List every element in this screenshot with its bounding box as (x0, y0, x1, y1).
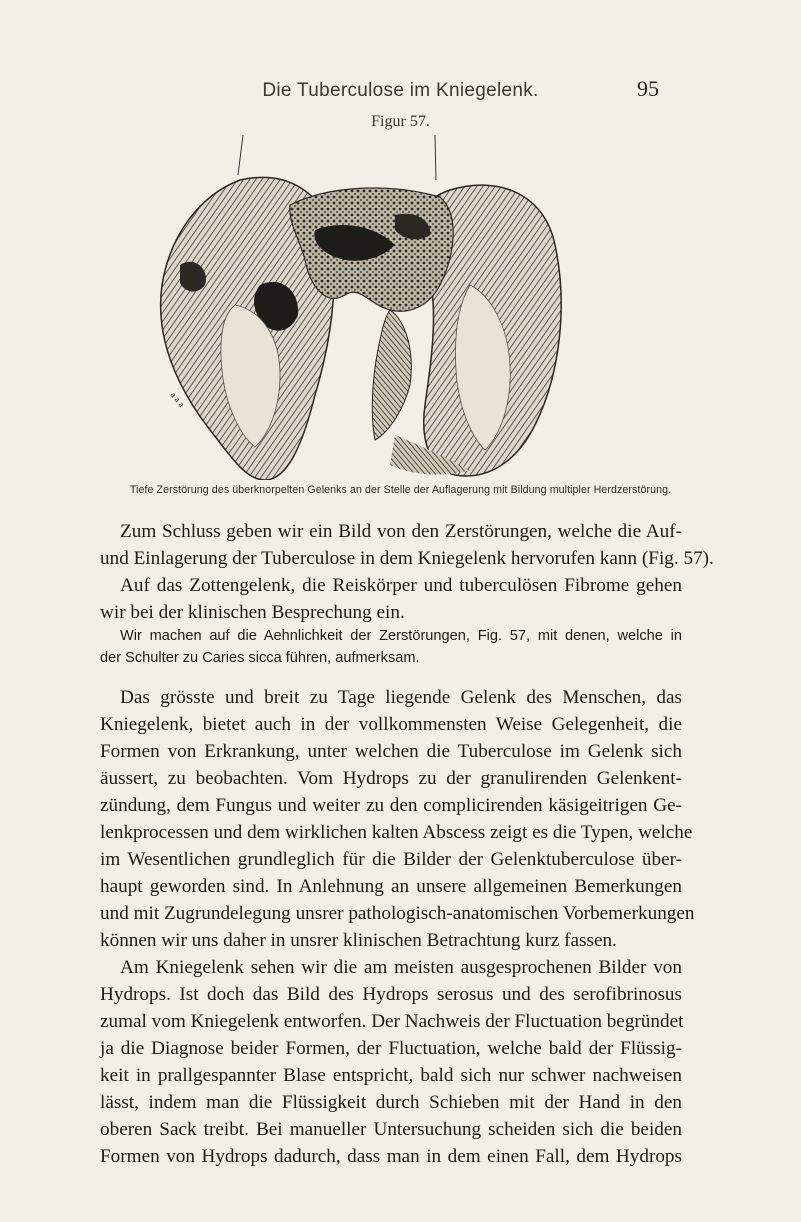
text-line: Hydrops. Ist doch das Bild des Hydrops serosus und des serofibrinosus (100, 984, 682, 1005)
text-line: wir bei der klinischen Besprechung ein. (100, 602, 405, 623)
text-line: Das grösste und breit zu Tage liegende Gelenk des Menschen, das (120, 687, 682, 708)
figure-caption: Tiefe Zerstörung des überknorpelten Gelenks an der Stelle der Auflagerung mit Bildung multipler Herdzerstörung. (129, 484, 672, 496)
text-line: keit in prallgespannter Blase entspricht, bald sich nur schwer nachweisen (100, 1065, 682, 1086)
page-number: 95 (637, 76, 659, 101)
text-line: äussert, zu beobachten. Vom Hydrops zu der granulirenden Gelenkent- (100, 768, 682, 789)
text-line: und mit Zugrundelegung unsrer pathologisch-anatomischen Vorbemerkungen (100, 903, 695, 924)
text-line: ja die Diagnose beider Formen, der Fluctuation, welche bald der Flüssig- (100, 1038, 682, 1059)
text-line: Kniegelenk, bietet auch in der vollkommensten Weise Gelegenheit, die (100, 714, 682, 735)
text-line: lenkprocessen und dem wirklichen kalten Abscess zeigt es die Typen, welche (100, 822, 693, 843)
text-line: Wir machen auf die Aehnlichkeit der Zerstörungen, Fig. 57, mit denen, welche in (120, 628, 682, 644)
text-line: oberen Sack treibt. Bei manueller Untersuchung scheiden sich die beiden (100, 1119, 682, 1140)
text-line: Formen von Erkrankung, unter welchen die Tuberculose im Gelenk sich (100, 741, 682, 762)
text-line: und Einlagerung der Tuberculose in dem Kniegelenk hervorufen kann (Fig. 57). (100, 548, 714, 569)
text-line: im Wesentlichen grundleglich für die Bilder der Gelenktuberculose über- (100, 849, 682, 870)
text-line: Zum Schluss geben wir ein Bild von den Zerstörungen, welche die Auf- (120, 521, 682, 542)
paragraph-3 (100, 954, 682, 1170)
running-title: Die Tuberculose im Kniegelenk. (262, 80, 539, 101)
figure-label: Figur 57. (371, 113, 430, 130)
footnote-remark (100, 625, 682, 669)
text-line: zumal vom Kniegelenk entworfen. Der Nachweis der Fluctuation begründet (100, 1011, 684, 1032)
text-line: Formen von Hydrops dadurch, dass man in dem einen Fall, dem Hydrops (100, 1146, 682, 1167)
paragraph-2 (100, 684, 695, 954)
svg-text:a a a: a a a (168, 389, 187, 409)
text-line: haupt geworden sind. In Anlehnung an unsere allgemeinen Bemerkungen (100, 876, 682, 897)
figure-illustration-knee-joint (140, 135, 680, 480)
text-line: Auf das Zottengelenk, die Reiskörper und tuberculösen Fibrome gehen (120, 575, 682, 596)
paragraph-1 (100, 518, 714, 626)
running-header (0, 76, 801, 110)
text-line: lässt, indem man die Flüssigkeit durch Schieben mit der Hand in den (100, 1092, 682, 1113)
text-line: können wir uns daher in unsrer klinischen Betrachtung kurz fassen. (100, 930, 617, 951)
text-line: der Schulter zu Caries sicca führen, aufmerksam. (100, 650, 420, 666)
text-line: Am Kniegelenk sehen wir die am meisten ausgesprochenen Bilder von (120, 957, 682, 978)
text-line: zündung, dem Fungus und weiter zu den complicirenden käsigeitrigen Ge- (100, 795, 682, 816)
